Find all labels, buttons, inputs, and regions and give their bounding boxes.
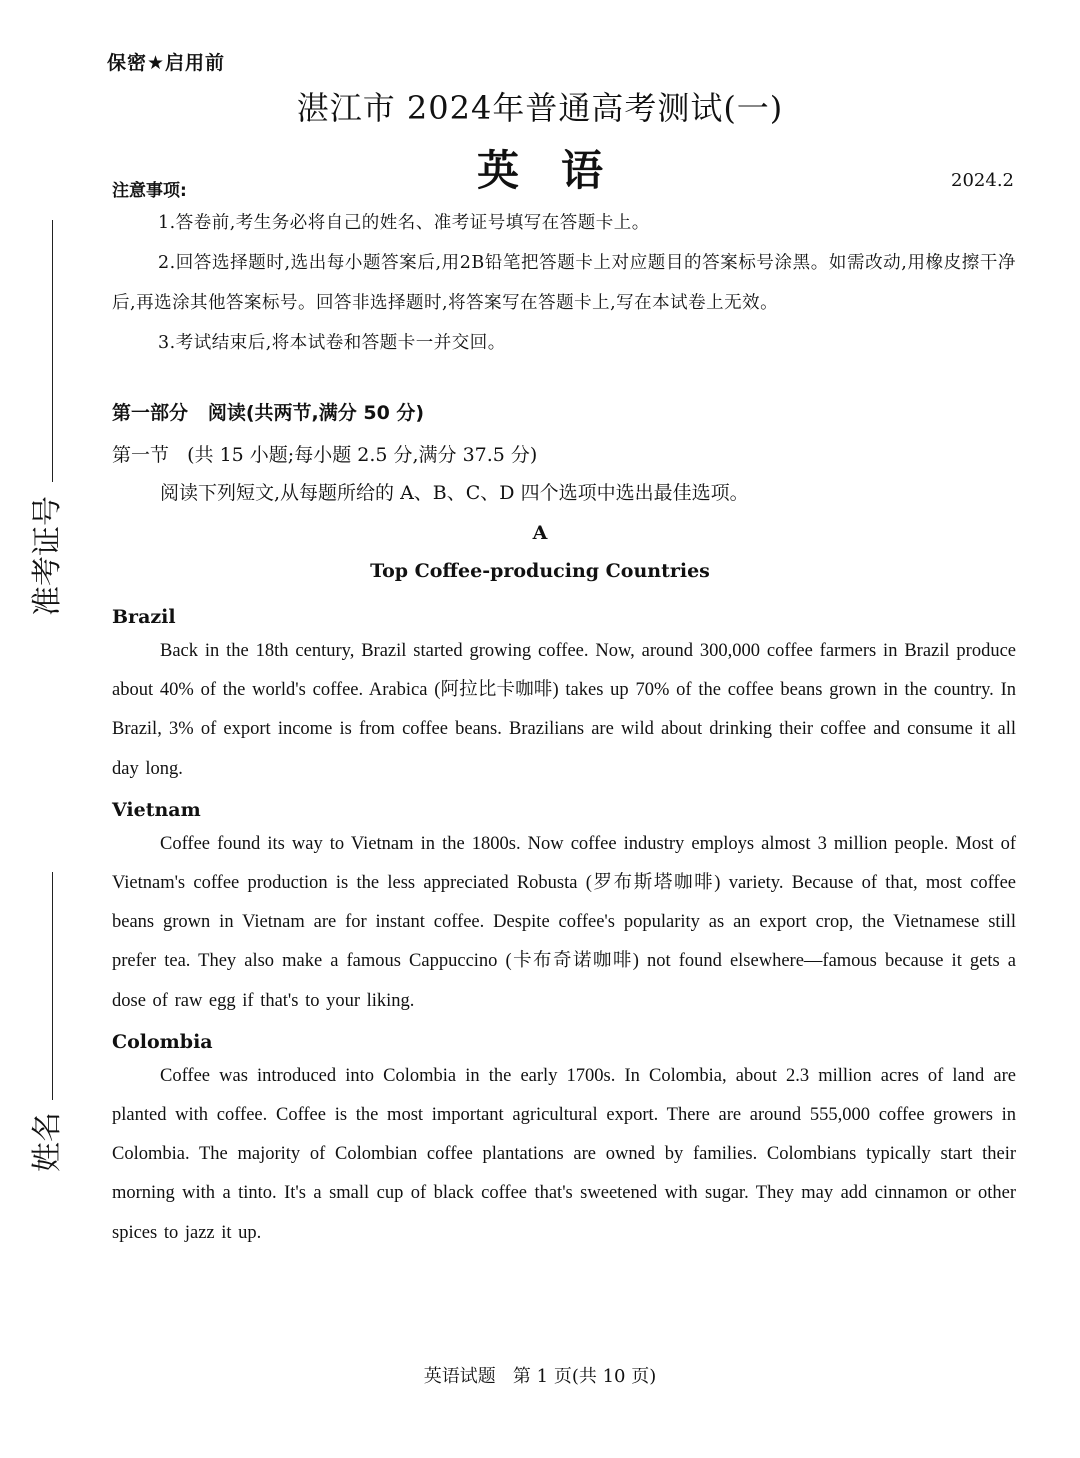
page-footer: 英语试题 第 1 页(共 10 页) <box>423 1366 657 1387</box>
subject-title: 英语 <box>476 146 645 195</box>
name-write-line <box>52 872 53 1100</box>
country-heading-vietnam: Vietnam <box>112 798 201 821</box>
passage-title: Top Coffee-producing Countries <box>370 560 710 582</box>
notice-item: 1.答卷前,考生务必将自己的姓名、准考证号填写在答题卡上。 <box>158 213 650 233</box>
passage-body <box>112 596 1016 1253</box>
notice-item: 3.考试结束后,将本试卷和答题卡一并交回。 <box>158 333 506 353</box>
notice-heading: 注意事项: <box>112 181 187 201</box>
part-heading: 第一部分 阅读(共两节,满分 50 分) <box>112 402 425 424</box>
name-label: 姓名 <box>30 1112 65 1172</box>
country-paragraph-brazil: Back in the 18th century, Brazil started growing coffee. Now, around 300,000 coffee farmers in Brazil produce about 40% of the world's coffee. Arabica (阿拉比卡咖啡) takes up 70% of the coffee beans grown in the country. In Brazil, 3% of export income is from coffee beans. Brazilians are wild about drinking their coffee and consume it all day long. <box>112 641 1016 779</box>
exam-date: 2024.2 <box>951 170 1014 191</box>
confidential-mark: 保密★启用前 <box>107 52 226 74</box>
country-paragraph-colombia: Coffee was introduced into Colombia in the early 1700s. In Colombia, about 2.3 million acres of land are planted with coffee. Coffee is the most important agricultural export. There are around 555,000 coffee growers in Colombia. The majority of Colombian coffee plantations are owned by families. Colombians typically start their morning with a tinto. It's a small cup of black coffee that's sweetened with sugar. They may add cinnamon or other spices to jazz it up. <box>112 1065 1016 1243</box>
notice-list <box>112 203 1016 363</box>
notice-item: 2.回答选择题时,选出每小题答案后,用2B铅笔把答题卡上对应题目的答案标号涂黑。如需改动,用橡皮擦干净后,再选涂其他答案标号。回答非选择题时,将答案写在答题卡上,写在本试卷上无效。 <box>112 253 1016 313</box>
country-heading-colombia: Colombia <box>112 1030 213 1053</box>
exam-number-label: 准考证号 <box>30 496 65 616</box>
section-heading: 第一节 (共 15 小题;每小题 2.5 分,满分 37.5 分) <box>112 444 538 466</box>
exam-number-write-line <box>52 220 53 482</box>
country-heading-brazil: Brazil <box>112 606 176 628</box>
reading-instruction: 阅读下列短文,从每题所给的 A、B、C、D 四个选项中选出最佳选项。 <box>160 482 749 504</box>
country-paragraph-vietnam: Coffee found its way to Vietnam in the 1800s. Now coffee industry employs almost 3 million people. Most of Vietnam's coffee production is the less appreciated Robusta (罗布斯塔咖啡) variety. Because of that, most coffee beans grown in Vietnam are for instant coffee. Despite coffee's popularity as an export crop, the Vietnamese still prefer tea. They also make a famous Cappuccino (卡布奇诺咖啡) not found elsewhere—famous because it gets a dose of raw egg if that's to your liking. <box>112 833 1016 1011</box>
exam-title: 湛江市 2024年普通高考测试(一) <box>296 89 784 127</box>
passage-label: A <box>532 522 548 544</box>
